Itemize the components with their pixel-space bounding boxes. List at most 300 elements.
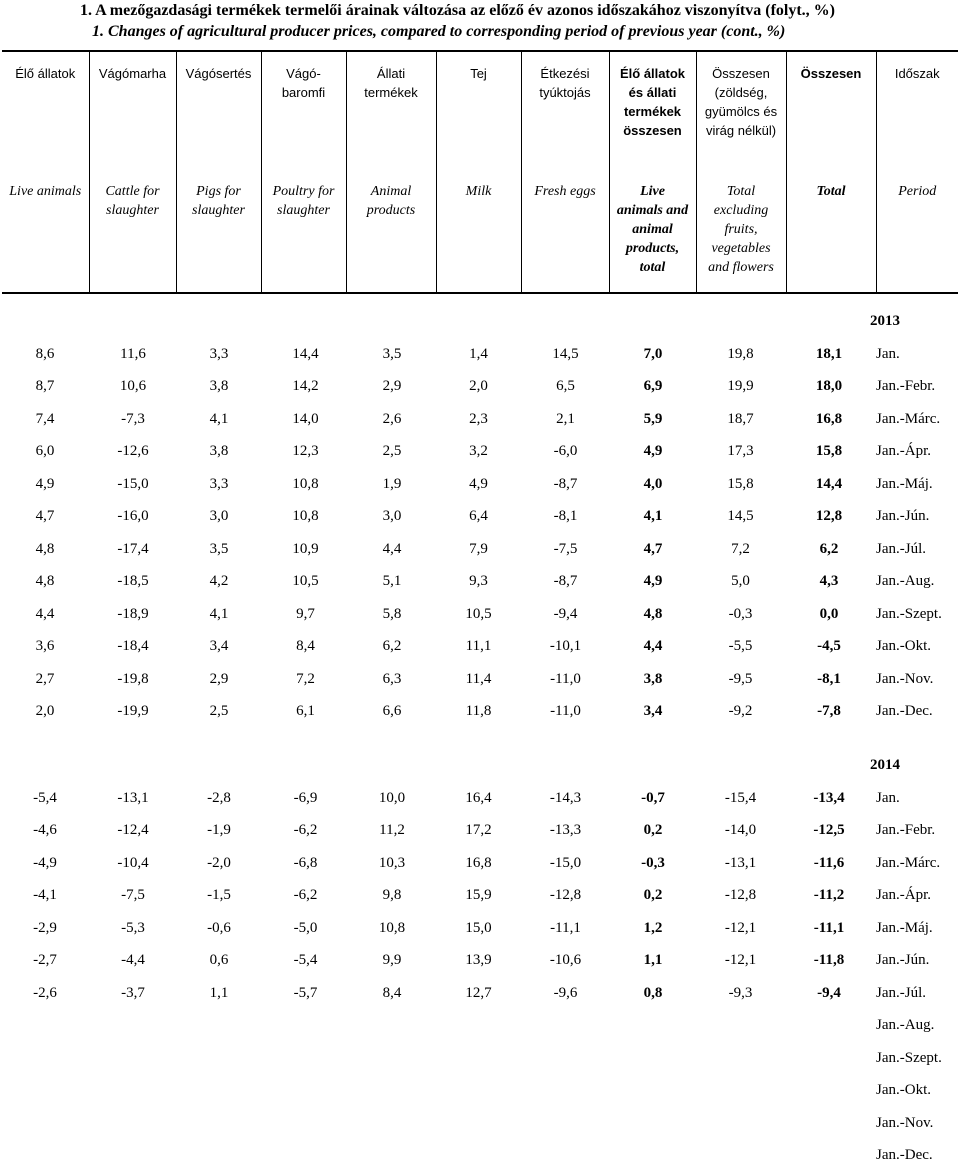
period-cell: Jan.-Júl. (874, 533, 960, 566)
value-cell: 3,4 (176, 631, 262, 664)
value-cell: -7,5 (522, 533, 609, 566)
value-cell: -17,4 (90, 533, 176, 566)
value-cell: 4,3 (784, 566, 874, 599)
value-cell (0, 1140, 90, 1172)
year-label-2014: 2014 (870, 757, 900, 774)
value-cell: -19,8 (90, 663, 176, 696)
table-row (0, 1010, 960, 1043)
value-cell (435, 1140, 522, 1172)
table-row (0, 1140, 960, 1172)
value-cell (90, 1107, 176, 1140)
value-cell: 6,3 (349, 663, 435, 696)
table-row (0, 977, 960, 1010)
value-cell: -9,4 (522, 598, 609, 631)
value-cell: -12,6 (90, 436, 176, 469)
value-cell: 11,8 (435, 696, 522, 729)
value-cell: 2,7 (0, 663, 90, 696)
value-cell: -0,3 (609, 847, 697, 880)
period-cell: Jan.-Okt. (874, 631, 960, 664)
period-cell: Jan.-Nov. (874, 1107, 960, 1140)
value-cell: 2,3 (435, 403, 522, 436)
value-cell: 1,4 (435, 338, 522, 371)
column-header: Időszak (876, 51, 958, 178)
value-cell: 12,7 (435, 977, 522, 1010)
value-cell: -12,1 (697, 945, 784, 978)
value-cell: 4,8 (0, 533, 90, 566)
value-cell: 6,9 (609, 371, 697, 404)
column-header: Cattle for slaughter (89, 178, 176, 293)
table-row (0, 371, 960, 404)
value-cell: -11,0 (522, 663, 609, 696)
column-header-table (2, 50, 958, 294)
value-cell: -4,5 (784, 631, 874, 664)
value-cell: 6,5 (522, 371, 609, 404)
value-cell: 11,1 (435, 631, 522, 664)
value-cell: -8,1 (784, 663, 874, 696)
value-cell: 10,5 (435, 598, 522, 631)
value-cell (697, 1075, 784, 1108)
value-cell: 10,8 (262, 501, 349, 534)
column-header: Tej (436, 51, 521, 178)
period-cell: Jan.-Febr. (874, 371, 960, 404)
column-header: Vágósertés (176, 51, 261, 178)
table-row (0, 1107, 960, 1140)
value-cell: 16,8 (435, 847, 522, 880)
period-cell: Jan. (874, 782, 960, 815)
value-cell: 17,3 (697, 436, 784, 469)
value-cell: -11,6 (784, 847, 874, 880)
table-row (0, 501, 960, 534)
value-cell: -5,4 (262, 945, 349, 978)
table-row (0, 631, 960, 664)
value-cell: 5,1 (349, 566, 435, 599)
value-cell: 2,9 (176, 663, 262, 696)
value-cell: 4,9 (435, 468, 522, 501)
value-cell: 8,4 (349, 977, 435, 1010)
value-cell: 3,3 (176, 468, 262, 501)
value-cell: 9,3 (435, 566, 522, 599)
value-cell: -7,5 (90, 880, 176, 913)
value-cell (697, 1107, 784, 1140)
value-cell (522, 1107, 609, 1140)
value-cell: 4,4 (609, 631, 697, 664)
value-cell: 3,8 (176, 371, 262, 404)
value-cell: -12,5 (784, 815, 874, 848)
value-cell (784, 1075, 874, 1108)
value-cell (262, 1107, 349, 1140)
value-cell (90, 1075, 176, 1108)
value-cell: -10,1 (522, 631, 609, 664)
period-cell: Jan.-Szept. (874, 598, 960, 631)
value-cell (176, 1075, 262, 1108)
value-cell (90, 1042, 176, 1075)
value-cell: 4,4 (349, 533, 435, 566)
value-cell: -13,3 (522, 815, 609, 848)
value-cell: -13,1 (697, 847, 784, 880)
column-header: Poultry for slaughter (261, 178, 346, 293)
value-cell: -18,9 (90, 598, 176, 631)
value-cell: 3,6 (0, 631, 90, 664)
value-cell: 6,6 (349, 696, 435, 729)
value-cell (697, 1010, 784, 1043)
value-cell: 8,4 (262, 631, 349, 664)
value-cell (435, 1042, 522, 1075)
value-cell (784, 1140, 874, 1172)
value-cell: -13,4 (784, 782, 874, 815)
value-cell: 3,5 (176, 533, 262, 566)
value-cell: 7,4 (0, 403, 90, 436)
value-cell: -6,0 (522, 436, 609, 469)
value-cell: 3,3 (176, 338, 262, 371)
value-cell: -14,0 (697, 815, 784, 848)
value-cell: -2,6 (0, 977, 90, 1010)
value-cell: 10,5 (262, 566, 349, 599)
value-cell: 11,2 (349, 815, 435, 848)
value-cell: 5,9 (609, 403, 697, 436)
value-cell: -11,1 (522, 912, 609, 945)
value-cell (0, 1042, 90, 1075)
value-cell: 7,2 (697, 533, 784, 566)
value-cell (522, 1075, 609, 1108)
value-cell: 0,8 (609, 977, 697, 1010)
table-row (0, 436, 960, 469)
value-cell: 18,1 (784, 338, 874, 371)
table-row (0, 403, 960, 436)
value-cell: 14,4 (262, 338, 349, 371)
value-cell (176, 1010, 262, 1043)
column-header: Fresh eggs (521, 178, 609, 293)
value-cell: -19,9 (90, 696, 176, 729)
value-cell: 0,2 (609, 815, 697, 848)
column-header: Milk (436, 178, 521, 293)
value-cell (522, 1010, 609, 1043)
period-cell: Jan. (874, 338, 960, 371)
value-cell (784, 1010, 874, 1043)
value-cell: 4,8 (609, 598, 697, 631)
value-cell: 7,0 (609, 338, 697, 371)
period-cell: Jan.-Jún. (874, 945, 960, 978)
title-hungarian: 1. A mezőgazdasági termékek termelői árainak változása az előző év azonos időszakához viszonyítva (folyt., %) (80, 0, 835, 21)
value-cell: -10,4 (90, 847, 176, 880)
value-cell (697, 1140, 784, 1172)
value-cell: -2,9 (0, 912, 90, 945)
value-cell (349, 1010, 435, 1043)
value-cell: -11,2 (784, 880, 874, 913)
table-row (0, 598, 960, 631)
value-cell (262, 1140, 349, 1172)
value-cell: -6,2 (262, 880, 349, 913)
value-cell: 4,7 (0, 501, 90, 534)
value-cell: 10,6 (90, 371, 176, 404)
value-cell: 2,6 (349, 403, 435, 436)
value-cell: 10,3 (349, 847, 435, 880)
value-cell: 4,1 (176, 598, 262, 631)
period-cell: Jan.-Máj. (874, 468, 960, 501)
value-cell: -15,0 (522, 847, 609, 880)
value-cell: 5,8 (349, 598, 435, 631)
value-cell: 16,8 (784, 403, 874, 436)
value-cell: 15,8 (697, 468, 784, 501)
value-cell: -8,1 (522, 501, 609, 534)
period-cell: Jan.-Máj. (874, 912, 960, 945)
value-cell: -11,8 (784, 945, 874, 978)
data-table-2013 (0, 338, 960, 728)
period-cell: Jan.-Jún. (874, 501, 960, 534)
value-cell: 0,0 (784, 598, 874, 631)
period-cell: Jan.-Febr. (874, 815, 960, 848)
value-cell: 14,2 (262, 371, 349, 404)
value-cell (697, 1042, 784, 1075)
value-cell: 18,0 (784, 371, 874, 404)
column-header: Étkezési tyúktojás (521, 51, 609, 178)
value-cell: 14,5 (522, 338, 609, 371)
value-cell: 14,0 (262, 403, 349, 436)
table-row (0, 782, 960, 815)
column-header: Élő állatok és állati termékek összesen (609, 51, 696, 178)
value-cell: 7,9 (435, 533, 522, 566)
value-cell: -0,6 (176, 912, 262, 945)
value-cell: 14,5 (697, 501, 784, 534)
value-cell: 4,0 (609, 468, 697, 501)
value-cell: 4,9 (609, 566, 697, 599)
value-cell: 0,6 (176, 945, 262, 978)
value-cell: -6,8 (262, 847, 349, 880)
value-cell: -12,1 (697, 912, 784, 945)
table-row (0, 1075, 960, 1108)
value-cell: -8,7 (522, 468, 609, 501)
value-cell: -1,9 (176, 815, 262, 848)
period-cell: Jan.-Szept. (874, 1042, 960, 1075)
period-cell: Jan.-Júl. (874, 977, 960, 1010)
value-cell: 19,8 (697, 338, 784, 371)
period-cell: Jan.-Nov. (874, 663, 960, 696)
table-row (0, 1042, 960, 1075)
value-cell (609, 1010, 697, 1043)
value-cell: -12,8 (522, 880, 609, 913)
value-cell: -5,7 (262, 977, 349, 1010)
column-header: Total excluding fruits, vegetables and flowers (696, 178, 786, 293)
value-cell: 4,4 (0, 598, 90, 631)
value-cell: -14,3 (522, 782, 609, 815)
value-cell: 13,9 (435, 945, 522, 978)
value-cell (176, 1107, 262, 1140)
table-row (0, 815, 960, 848)
value-cell: -11,0 (522, 696, 609, 729)
value-cell: -5,4 (0, 782, 90, 815)
value-cell (349, 1042, 435, 1075)
header-row-hungarian (2, 51, 958, 178)
period-cell: Jan.-Aug. (874, 566, 960, 599)
period-cell: Jan.-Ápr. (874, 880, 960, 913)
value-cell: 3,2 (435, 436, 522, 469)
value-cell: 10,9 (262, 533, 349, 566)
table-row (0, 468, 960, 501)
value-cell (784, 1107, 874, 1140)
value-cell: 9,9 (349, 945, 435, 978)
value-cell: -7,8 (784, 696, 874, 729)
value-cell: -5,3 (90, 912, 176, 945)
value-cell: -9,3 (697, 977, 784, 1010)
value-cell: 19,9 (697, 371, 784, 404)
value-cell: -13,1 (90, 782, 176, 815)
value-cell: 9,8 (349, 880, 435, 913)
value-cell (435, 1107, 522, 1140)
value-cell: 2,0 (0, 696, 90, 729)
value-cell: -12,8 (697, 880, 784, 913)
value-cell (784, 1042, 874, 1075)
value-cell: -2,0 (176, 847, 262, 880)
value-cell: 3,8 (609, 663, 697, 696)
period-cell: Jan.-Márc. (874, 847, 960, 880)
column-header: Állati termékek (346, 51, 436, 178)
value-cell: -9,6 (522, 977, 609, 1010)
value-cell: -0,7 (609, 782, 697, 815)
value-cell (0, 1010, 90, 1043)
header-row-english (2, 178, 958, 293)
value-cell (349, 1107, 435, 1140)
value-cell: -1,5 (176, 880, 262, 913)
value-cell: 11,6 (90, 338, 176, 371)
value-cell: 6,2 (784, 533, 874, 566)
value-cell (349, 1075, 435, 1108)
table-row (0, 338, 960, 371)
value-cell (609, 1042, 697, 1075)
value-cell: 17,2 (435, 815, 522, 848)
value-cell: 1,1 (176, 977, 262, 1010)
value-cell: 2,5 (176, 696, 262, 729)
period-cell: Jan.-Dec. (874, 696, 960, 729)
value-cell (262, 1042, 349, 1075)
value-cell: 7,2 (262, 663, 349, 696)
value-cell: 2,0 (435, 371, 522, 404)
value-cell: -4,6 (0, 815, 90, 848)
value-cell: 10,8 (262, 468, 349, 501)
column-header: Total (786, 178, 876, 293)
value-cell: 9,7 (262, 598, 349, 631)
period-cell: Jan.-Okt. (874, 1075, 960, 1108)
value-cell: 4,8 (0, 566, 90, 599)
column-header: Összesen (zöldség, gyümölcs és virág nélkül) (696, 51, 786, 178)
value-cell: 2,1 (522, 403, 609, 436)
value-cell: -6,9 (262, 782, 349, 815)
value-cell (176, 1140, 262, 1172)
value-cell: 4,1 (176, 403, 262, 436)
period-cell: Jan.-Aug. (874, 1010, 960, 1043)
value-cell: 18,7 (697, 403, 784, 436)
value-cell: 15,8 (784, 436, 874, 469)
year-label-2013: 2013 (870, 313, 900, 330)
value-cell: 4,7 (609, 533, 697, 566)
table-row (0, 945, 960, 978)
column-header: Live animals and animal products, total (609, 178, 696, 293)
value-cell: 3,8 (176, 436, 262, 469)
title-english: 1. Changes of agricultural producer prices, compared to corresponding period of previous year (cont., %) (80, 21, 835, 42)
data-table-2014 (0, 782, 960, 1172)
value-cell: 1,9 (349, 468, 435, 501)
value-cell: -12,4 (90, 815, 176, 848)
value-cell: -4,4 (90, 945, 176, 978)
value-cell: 0,2 (609, 880, 697, 913)
value-cell: -0,3 (697, 598, 784, 631)
value-cell (90, 1140, 176, 1172)
value-cell: -5,0 (262, 912, 349, 945)
value-cell: -5,5 (697, 631, 784, 664)
column-header: Összesen (786, 51, 876, 178)
value-cell: 1,2 (609, 912, 697, 945)
value-cell (262, 1075, 349, 1108)
value-cell (609, 1075, 697, 1108)
value-cell: 3,0 (176, 501, 262, 534)
value-cell: 15,9 (435, 880, 522, 913)
value-cell: -16,0 (90, 501, 176, 534)
value-cell: 10,8 (349, 912, 435, 945)
value-cell: -9,4 (784, 977, 874, 1010)
column-header: Vágó- baromfi (261, 51, 346, 178)
column-header: Period (876, 178, 958, 293)
column-header: Vágómarha (89, 51, 176, 178)
value-cell: 3,4 (609, 696, 697, 729)
value-cell (522, 1042, 609, 1075)
period-cell: Jan.-Dec. (874, 1140, 960, 1172)
table-row (0, 696, 960, 729)
value-cell: 4,9 (609, 436, 697, 469)
value-cell: -10,6 (522, 945, 609, 978)
page-title (80, 0, 835, 42)
value-cell (349, 1140, 435, 1172)
table-row (0, 566, 960, 599)
table-row (0, 847, 960, 880)
value-cell: 8,6 (0, 338, 90, 371)
value-cell: 6,2 (349, 631, 435, 664)
value-cell: -15,4 (697, 782, 784, 815)
value-cell (0, 1075, 90, 1108)
value-cell (609, 1107, 697, 1140)
value-cell: 4,1 (609, 501, 697, 534)
value-cell: 6,1 (262, 696, 349, 729)
value-cell (90, 1010, 176, 1043)
value-cell: 3,0 (349, 501, 435, 534)
period-cell: Jan.-Márc. (874, 403, 960, 436)
value-cell: -4,1 (0, 880, 90, 913)
value-cell: 8,7 (0, 371, 90, 404)
value-cell: 5,0 (697, 566, 784, 599)
column-header: Pigs for slaughter (176, 178, 261, 293)
value-cell: -9,2 (697, 696, 784, 729)
value-cell: 4,2 (176, 566, 262, 599)
value-cell (176, 1042, 262, 1075)
value-cell (0, 1107, 90, 1140)
value-cell: -6,2 (262, 815, 349, 848)
table-row (0, 912, 960, 945)
value-cell (435, 1010, 522, 1043)
value-cell: 12,8 (784, 501, 874, 534)
value-cell: -18,5 (90, 566, 176, 599)
value-cell: 6,0 (0, 436, 90, 469)
value-cell: -18,4 (90, 631, 176, 664)
value-cell: -2,7 (0, 945, 90, 978)
value-cell: 12,3 (262, 436, 349, 469)
value-cell: -15,0 (90, 468, 176, 501)
table-row (0, 880, 960, 913)
column-header: Live animals (2, 178, 89, 293)
period-cell: Jan.-Ápr. (874, 436, 960, 469)
value-cell (262, 1010, 349, 1043)
value-cell: -11,1 (784, 912, 874, 945)
value-cell: -4,9 (0, 847, 90, 880)
column-header: Élő állatok (2, 51, 89, 178)
value-cell: 3,5 (349, 338, 435, 371)
value-cell: 6,4 (435, 501, 522, 534)
